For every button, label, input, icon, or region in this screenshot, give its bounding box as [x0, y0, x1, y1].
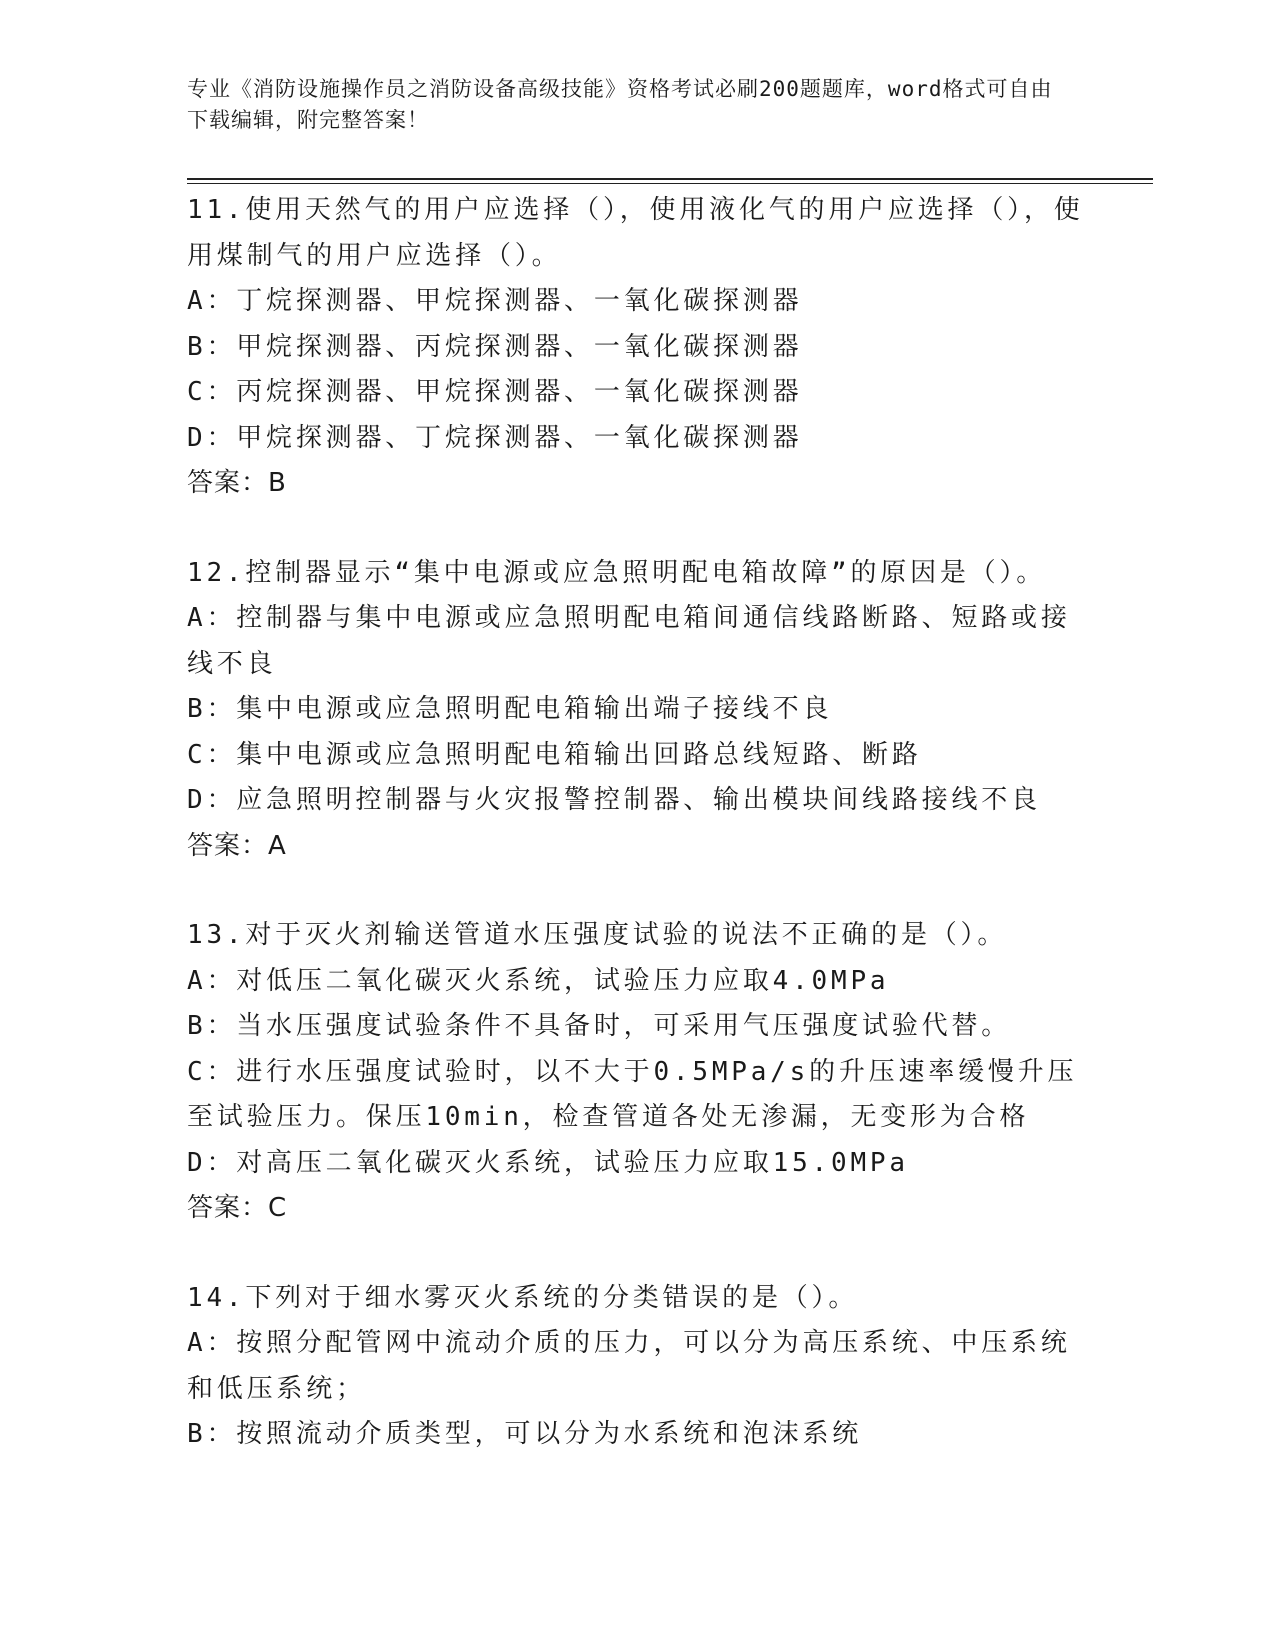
option-d: D：应急照明控制器与火灾报警控制器、输出模块间线路接线不良 — [187, 785, 1041, 815]
option-c: C：丙烷探测器、甲烷探测器、一氧化碳探测器 — [187, 377, 803, 407]
question-list — [187, 188, 1087, 1502]
option-b: B：按照流动介质类型，可以分为水系统和泡沫系统 — [187, 1419, 863, 1449]
question-14 — [187, 1276, 1087, 1458]
option-b: B：集中电源或应急照明配电箱输出端子接线不良 — [187, 694, 833, 724]
option-a: A：对低压二氧化碳灭火系统，试验压力应取4.0MPa — [187, 965, 890, 996]
question-stem: 12.控制器显示“集中电源或应急照明配电箱故障”的原因是（）。 — [187, 557, 1047, 588]
option-a: A：按照分配管网中流动介质的压力，可以分为高压系统、中压系统和低压系统； — [187, 1328, 1071, 1404]
question-11 — [187, 188, 1087, 507]
header-rule-thin — [187, 183, 1153, 184]
question-stem: 13.对于灭火剂输送管道水压强度试验的说法不正确的是（）。 — [187, 920, 1008, 950]
document-header: 专业《消防设施操作员之消防设备高级技能》资格考试必刷200题题库，word格式可自由下载编辑，附完整答案！ — [187, 77, 1053, 132]
option-d: D：甲烷探测器、丁烷探测器、一氧化碳探测器 — [187, 422, 803, 453]
question-stem: 14.下列对于细水雾灭火系统的分类错误的是（）。 — [187, 1282, 859, 1313]
answer-line: 答案：C — [187, 1193, 288, 1223]
answer-line: 答案：B — [187, 468, 287, 498]
option-c: C：集中电源或应急照明配电箱输出回路总线短路、断路 — [187, 739, 922, 770]
option-b: B：甲烷探测器、丙烷探测器、一氧化碳探测器 — [187, 331, 803, 362]
option-a: A：控制器与集中电源或应急照明配电箱间通信线路断路、短路或接线不良 — [187, 603, 1071, 679]
option-d: D：对高压二氧化碳灭火系统，试验压力应取15.0MPa — [187, 1147, 909, 1178]
option-b: B：当水压强度试验条件不具备时，可采用气压强度试验代替。 — [187, 1011, 1012, 1041]
answer-line: 答案：A — [187, 830, 287, 861]
header-rule-thick — [187, 178, 1153, 180]
question-12 — [187, 551, 1087, 870]
option-a: A：丁烷探测器、甲烷探测器、一氧化碳探测器 — [187, 286, 803, 316]
question-stem: 11.使用天然气的用户应选择（），使用液化气的用户应选择（），使用煤制气的用户应选择（）。 — [187, 195, 1084, 271]
question-13 — [187, 913, 1087, 1232]
option-c: C：进行水压强度试验时，以不大于0.5MPa/s的升压速率缓慢升压至试验压力。保压10min，检查管道各处无渗漏，无变形为合格 — [187, 1056, 1078, 1132]
